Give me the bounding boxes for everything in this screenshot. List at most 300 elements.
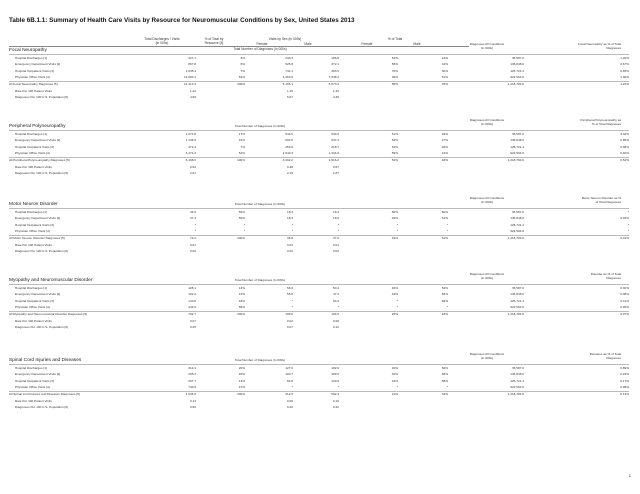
cell: 0.02 <box>332 249 339 254</box>
row-label: Rate Per 100 Patient Visits <box>15 88 52 93</box>
cell: 0.10 <box>332 398 339 403</box>
cell: 47% <box>238 385 245 390</box>
cell: 30% <box>441 68 448 73</box>
cell: 36.6 <box>286 235 293 240</box>
cell: 35,587.0 <box>511 131 524 136</box>
colhead-pct-female: Female <box>361 42 373 46</box>
cell: * <box>446 385 448 390</box>
colhead-total-visits-line2: (in 000s) <box>155 41 169 45</box>
cell: 442.6 <box>188 305 196 310</box>
cell: 41% <box>441 151 448 156</box>
cell: 1,434.0 <box>328 151 339 156</box>
table-row <box>9 55 629 61</box>
cell: 16% <box>238 138 245 143</box>
section-colhead-pct-total-line: of Total Diagnoses <box>595 200 621 204</box>
cell: 189.5 <box>331 372 339 377</box>
total-rule <box>9 391 629 392</box>
cell: 1.20% <box>620 55 629 60</box>
cell: 0.52% <box>620 157 629 162</box>
cell: 127.0 <box>285 365 293 370</box>
cell: 100% <box>237 235 245 240</box>
cell: 13% <box>238 378 245 383</box>
cell: 18.4 <box>332 209 339 214</box>
cell: 100.7 <box>285 372 293 377</box>
section-colhead-all-conditions <box>452 118 522 126</box>
table-row <box>9 291 629 297</box>
table-row <box>9 324 629 330</box>
cell: 14,313.4 <box>183 81 196 86</box>
cell: 60% <box>441 365 448 370</box>
cell: 1.22 <box>189 88 196 93</box>
cell: 125,721.4 <box>510 68 524 73</box>
section-colhead-all-conditions <box>452 42 522 50</box>
section-colhead-pct-total <box>523 352 621 360</box>
cell: * <box>446 229 448 234</box>
cell: 50% <box>238 216 245 221</box>
cell: 32% <box>441 391 448 396</box>
table-row <box>9 384 629 390</box>
cell: 186.8 <box>331 55 339 60</box>
cell: 792.7 <box>188 311 196 316</box>
cell: 25% <box>391 311 398 316</box>
cell: 6,168.6 <box>185 157 196 162</box>
cell: 1,545.6 <box>185 391 196 396</box>
cell: 100% <box>237 81 245 86</box>
cell: 46% <box>391 285 398 290</box>
table-row <box>9 74 629 80</box>
cell: * <box>396 222 398 227</box>
cell: 1.30 <box>332 88 339 93</box>
cell: 0.50 <box>189 405 196 410</box>
colhead-pct-total: % of Total <box>387 37 403 41</box>
cell: 3,402.2 <box>282 157 293 162</box>
section-colhead-all-conditions-line: (in 000s) <box>480 276 494 280</box>
table-row <box>9 228 629 234</box>
cell: 2,040.3 <box>282 151 293 156</box>
cell: 54% <box>391 144 398 149</box>
cell: 0.07 <box>189 318 196 323</box>
cell: 49% <box>441 131 448 136</box>
cell: 0.05% <box>620 305 629 310</box>
cell: 46% <box>441 144 448 149</box>
cell: 0.08 <box>332 318 339 323</box>
row-label: All Focal Neuropathy Diagnoses [5] <box>9 81 58 86</box>
cell: 12,083.1 <box>183 75 196 80</box>
row-label: Physician Office Visits [4] <box>15 151 50 156</box>
cell: * <box>396 305 398 310</box>
section-colhead-pct-total <box>523 272 621 280</box>
cell: 58% <box>441 378 448 383</box>
table-row <box>9 94 629 100</box>
cell: 50% <box>238 209 245 214</box>
cell: 295.3 <box>188 372 196 377</box>
cell: 17% <box>238 131 245 136</box>
cell: 46% <box>441 157 448 162</box>
cell: 922,594.6 <box>510 305 524 310</box>
cell: 21% <box>391 391 398 396</box>
cell: 0.02 <box>286 318 293 323</box>
cell: 50% <box>391 209 398 214</box>
cell: 194.5 <box>331 311 339 316</box>
cell: 2.15 <box>286 171 293 176</box>
cell: 0.12 <box>332 325 339 330</box>
cell: * <box>396 385 398 390</box>
cell: 0.13% <box>620 391 629 396</box>
cell: * <box>291 298 293 303</box>
row-label: Rate Per 100 Patient Visits <box>15 318 52 323</box>
section-colhead-total-diagnoses: Total Number of Diagnoses (in 000s) <box>234 202 286 206</box>
total-rule <box>9 311 629 312</box>
cell: 1.30% <box>620 75 629 80</box>
cell: 52% <box>441 285 448 290</box>
cell: 51% <box>441 216 448 221</box>
cell: 3.02% <box>620 131 629 136</box>
row-label: Hospital Outpatient Visits [3] <box>15 144 54 149</box>
cell: 182.0 <box>331 365 339 370</box>
row-label: Hospital Outpatient Visits [3] <box>15 68 54 73</box>
row-label: Hospital Discharges [1] <box>15 55 47 60</box>
table-row <box>9 137 629 143</box>
cell: 6,673.4 <box>328 81 339 86</box>
table-row <box>9 215 629 221</box>
cell: 66% <box>441 298 448 303</box>
section-colhead-total-diagnoses: Total Number of Diagnoses (in 000s) <box>234 358 286 362</box>
cell: 54% <box>238 151 245 156</box>
cell: 0.20 <box>286 405 293 410</box>
row-label: Physician Office Visits [4] <box>15 305 50 310</box>
section-colhead-pct-total-line: Motor Neuron Disorder as % <box>581 196 621 200</box>
section-0 <box>9 44 629 119</box>
table-row <box>9 365 629 371</box>
cell: * <box>194 222 196 227</box>
cell: 36.6 <box>189 209 196 214</box>
cell: 427.1 <box>188 55 196 60</box>
cell: 53% <box>391 138 398 143</box>
total-rule <box>9 157 629 158</box>
section-colhead-pct-total-line: Focal Neuropathy as % of Total <box>578 42 621 46</box>
cell: * <box>337 385 339 390</box>
cell: 0.30% <box>620 285 629 290</box>
cell: 922,594.6 <box>510 75 524 80</box>
cell: 109.6 <box>285 311 293 316</box>
cell: 4.36 <box>332 95 339 100</box>
section-title: Motor Neuron Disorder <box>9 202 58 207</box>
cell: 56.6 <box>286 285 293 290</box>
table-row <box>9 285 629 291</box>
cell: 0.03% <box>620 216 629 221</box>
table-row <box>9 242 629 248</box>
cell: * <box>291 385 293 390</box>
cell: 740.6 <box>188 385 196 390</box>
cell: * <box>446 305 448 310</box>
section-colhead-all-conditions <box>452 272 522 280</box>
cell: 0.05 <box>286 398 293 403</box>
table-row <box>9 318 629 324</box>
colhead-pct-resource-line2: Resource [4] <box>204 41 224 45</box>
row-label: Hospital Discharges [1] <box>15 131 47 136</box>
table-row <box>9 304 629 310</box>
cell: 2,916.2 <box>328 157 339 162</box>
row-label: Physician Office Visits [4] <box>15 385 50 390</box>
cell: 18% <box>238 298 245 303</box>
colhead-female: Female <box>256 42 268 46</box>
cell: * <box>337 229 339 234</box>
table-row <box>9 131 629 137</box>
cell: 7% <box>240 68 245 73</box>
cell: * <box>337 305 339 310</box>
cell: 1,218,784.6 <box>507 81 524 86</box>
cell: 55% <box>391 81 398 86</box>
cell: 5,165.1 <box>282 81 293 86</box>
cell: 314.1 <box>188 365 196 370</box>
colhead-pct-resource-line1: % of Total by <box>204 37 224 41</box>
colhead-total-diagnoses: Total Number of Diagnoses (in 000s) <box>233 47 287 51</box>
cell: 0.01 <box>286 242 293 247</box>
cell: 136,848.0 <box>510 216 524 221</box>
section-colhead-pct-total-line: Diagnoses <box>606 276 621 280</box>
cell: 136,848.0 <box>510 292 524 297</box>
cell: 0.67% <box>620 62 629 67</box>
cell: 922,594.6 <box>510 229 524 234</box>
section-colhead-pct-total-line: Diseases as % of Total <box>589 352 621 356</box>
cell: 66% <box>441 372 448 377</box>
cell: 6% <box>240 62 245 67</box>
section-colhead-pct-total <box>523 42 621 50</box>
row-label: Hospital Discharges [1] <box>15 285 47 290</box>
cell: 0.01 <box>332 242 339 247</box>
section-title: Spinal Cord Injuries and Diseases <box>9 358 82 363</box>
cell: 49% <box>391 235 398 240</box>
section-colhead-all-conditions <box>452 352 522 360</box>
table-row <box>9 209 629 215</box>
cell: * <box>243 222 245 227</box>
row-label: All Peripheral Polyneuropathy Diagnoses [5] <box>9 157 70 162</box>
cell: 922,594.6 <box>510 151 524 156</box>
cell: 2.01 <box>189 171 196 176</box>
cell: 84.8 <box>286 378 293 383</box>
cell: * <box>627 229 629 234</box>
section-colhead-total-diagnoses: Total Number of Diagnoses (in 000s) <box>234 124 286 128</box>
cell: 4,453.9 <box>282 75 293 80</box>
cell: 7% <box>240 144 245 149</box>
section-colhead-pct-total <box>523 118 621 126</box>
cell: 143.8 <box>188 298 196 303</box>
row-label: Rate Per 100 Patient Visits <box>15 242 52 247</box>
cell: * <box>194 229 196 234</box>
cell: 35,587.0 <box>511 285 524 290</box>
cell: 42% <box>391 378 398 383</box>
cell: 0.17% <box>620 378 629 383</box>
row-label: Rate Per 100 Patient Visits <box>15 164 52 169</box>
cell: 100% <box>237 311 245 316</box>
section-colhead-all-conditions-line: (in 000s) <box>480 122 494 126</box>
cell: 525.8 <box>285 62 293 67</box>
cell: 50.4 <box>332 285 339 290</box>
cell: 18.0 <box>332 216 339 221</box>
cell: 35,587.0 <box>511 209 524 214</box>
section-3 <box>9 274 629 349</box>
cell: 1,218,784.6 <box>507 157 524 162</box>
row-label: Hospital Discharges [1] <box>15 209 47 214</box>
table-row <box>9 222 629 228</box>
cell: 18% <box>238 372 245 377</box>
row-label: Hospital Outpatient Visits [3] <box>15 222 54 227</box>
cell: 47.2 <box>332 292 339 297</box>
section-colhead-all-conditions-line: Diagnoses All Conditions <box>469 42 505 46</box>
cell: 741.1 <box>285 68 293 73</box>
row-label: Physician Office Visits [4] <box>15 229 50 234</box>
table-row <box>9 144 629 150</box>
table-row <box>9 61 629 67</box>
table-row <box>9 298 629 304</box>
row-label: Emergency Department Visits [2] <box>15 216 61 221</box>
cell: 530.2 <box>331 131 339 136</box>
cell: 125,721.4 <box>510 144 524 149</box>
cell: 56% <box>441 292 448 297</box>
cell: 537.3 <box>331 138 339 143</box>
section-colhead-all-conditions-line: (in 000s) <box>480 200 494 204</box>
section-title: Myopathy and Neuromuscular Disorder <box>9 278 93 283</box>
row-label: Hospital Outpatient Visits [3] <box>15 378 54 383</box>
row-label: All Motor Neuron Disorder Diagnoses [5] <box>9 235 65 240</box>
cell: * <box>396 298 398 303</box>
cell: * <box>337 222 339 227</box>
cell: 207.7 <box>188 378 196 383</box>
cell: 7,648.2 <box>328 75 339 80</box>
cell: 50% <box>441 209 448 214</box>
page-number: 1 <box>628 473 631 478</box>
colhead-pct-male: Male <box>413 42 421 46</box>
section-colhead-all-conditions-line: Diagnoses All Conditions <box>469 118 505 122</box>
section-1 <box>9 120 629 195</box>
cell: 34% <box>391 372 398 377</box>
cell: 1,218,784.6 <box>507 391 524 396</box>
section-colhead-all-conditions <box>452 196 522 204</box>
cell: 54% <box>391 157 398 162</box>
section-colhead-all-conditions-line: (in 000s) <box>480 46 494 50</box>
cell: 94.9 <box>332 298 339 303</box>
cell: 13% <box>238 285 245 290</box>
cell: 1,218,784.6 <box>507 235 524 240</box>
cell: 0.07 <box>286 325 293 330</box>
cell: 218.7 <box>331 144 339 149</box>
cell: 70% <box>391 68 398 73</box>
cell: 0.89% <box>620 365 629 370</box>
cell: 4.69 <box>189 95 196 100</box>
cell: 0.07% <box>620 311 629 316</box>
row-label: Diagnoses Per 100 U.S. Population [6] <box>15 249 68 254</box>
cell: 0.11% <box>620 298 629 303</box>
total-rule <box>9 81 629 82</box>
cell: * <box>446 222 448 227</box>
cell: 18% <box>441 311 448 316</box>
cell: 20% <box>238 365 245 370</box>
cell: 372.1 <box>331 62 339 67</box>
table-row <box>9 170 629 176</box>
table-row <box>9 150 629 156</box>
cell: 602.5 <box>285 138 293 143</box>
cell: 125,721.4 <box>510 298 524 303</box>
cell: * <box>291 229 293 234</box>
cell: 35,587.0 <box>511 365 524 370</box>
cell: 51% <box>391 131 398 136</box>
cell: 54% <box>391 55 398 60</box>
cell: 40% <box>391 365 398 370</box>
row-label: Emergency Department Visits [2] <box>15 292 61 297</box>
section-colhead-pct-total <box>523 196 621 204</box>
cell: * <box>627 209 629 214</box>
cell: 18.3 <box>286 209 293 214</box>
cell: 58% <box>391 62 398 67</box>
cell: 13% <box>238 292 245 297</box>
cell: 1.15 <box>286 88 293 93</box>
table-row <box>9 398 629 404</box>
table-row <box>9 378 629 384</box>
cell: 0.02 <box>286 249 293 254</box>
row-label: Rate Per 100 Patient Visits <box>15 398 52 403</box>
table-row <box>9 88 629 94</box>
cell: 0.38% <box>620 144 629 149</box>
cell: 42% <box>441 62 448 67</box>
cell: 105.1 <box>188 285 196 290</box>
section-colhead-pct-total-line: Peripheral Polyneuropathy as <box>580 118 621 122</box>
cell: 502.4 <box>331 391 339 396</box>
cell: 0.08% <box>620 385 629 390</box>
cell: 253.6 <box>285 144 293 149</box>
cell: * <box>291 305 293 310</box>
cell: 39% <box>391 75 398 80</box>
cell: 0.25 <box>189 325 196 330</box>
cell: 100% <box>237 391 245 396</box>
cell: 0.13 <box>189 398 196 403</box>
row-label: Emergency Department Visits [2] <box>15 372 61 377</box>
section-colhead-pct-total-line: Diagnoses <box>606 356 621 360</box>
cell: 84% <box>238 75 245 80</box>
cell: 0.40% <box>620 151 629 156</box>
row-label: Diagnoses Per 100 U.S. Population [6] <box>15 95 68 100</box>
cell: 0.01% <box>620 235 629 240</box>
table-row <box>9 164 629 170</box>
cell: 125,721.4 <box>510 378 524 383</box>
cell: 312.5 <box>285 391 293 396</box>
section-title: Peripheral Polyneuropathy <box>9 124 66 129</box>
cell: 61% <box>441 75 448 80</box>
section-colhead-pct-total-line: Disorder as % of Total <box>590 272 621 276</box>
cell: 0.32 <box>332 405 339 410</box>
row-label: All Myopathy and Neuromuscular Disorder Diagnoses [5] <box>9 311 87 316</box>
cell: 35,587.0 <box>511 55 524 60</box>
row-label: Physician Office Visits [4] <box>15 75 50 80</box>
cell: 3,474.4 <box>185 151 196 156</box>
total-rule <box>9 235 629 236</box>
cell: 74.2 <box>189 235 196 240</box>
row-label: Emergency Department Visits [2] <box>15 138 61 143</box>
section-colhead-pct-total-line: Diagnoses <box>606 46 621 50</box>
row-label: Diagnoses Per 100 U.S. Population [6] <box>15 325 68 330</box>
section-2 <box>9 198 629 273</box>
cell: 37.3 <box>189 216 196 221</box>
cell: 5.07 <box>286 95 293 100</box>
cell: 0.48 <box>286 164 293 169</box>
cell: 55.0 <box>286 292 293 297</box>
cell: 544.5 <box>285 131 293 136</box>
table-row <box>9 248 629 254</box>
section-colhead-total-diagnoses: Total Number of Diagnoses (in 000s) <box>234 278 286 282</box>
table-title: Table 6B.1.1: Summary of Health Care Visits by Resource for Neuromuscular Conditions by Sex, United States 2013 <box>9 17 355 24</box>
section-colhead-all-conditions-line: Diagnoses All Conditions <box>469 196 505 200</box>
cell: 0.83% <box>620 68 629 73</box>
cell: 102.2 <box>188 292 196 297</box>
